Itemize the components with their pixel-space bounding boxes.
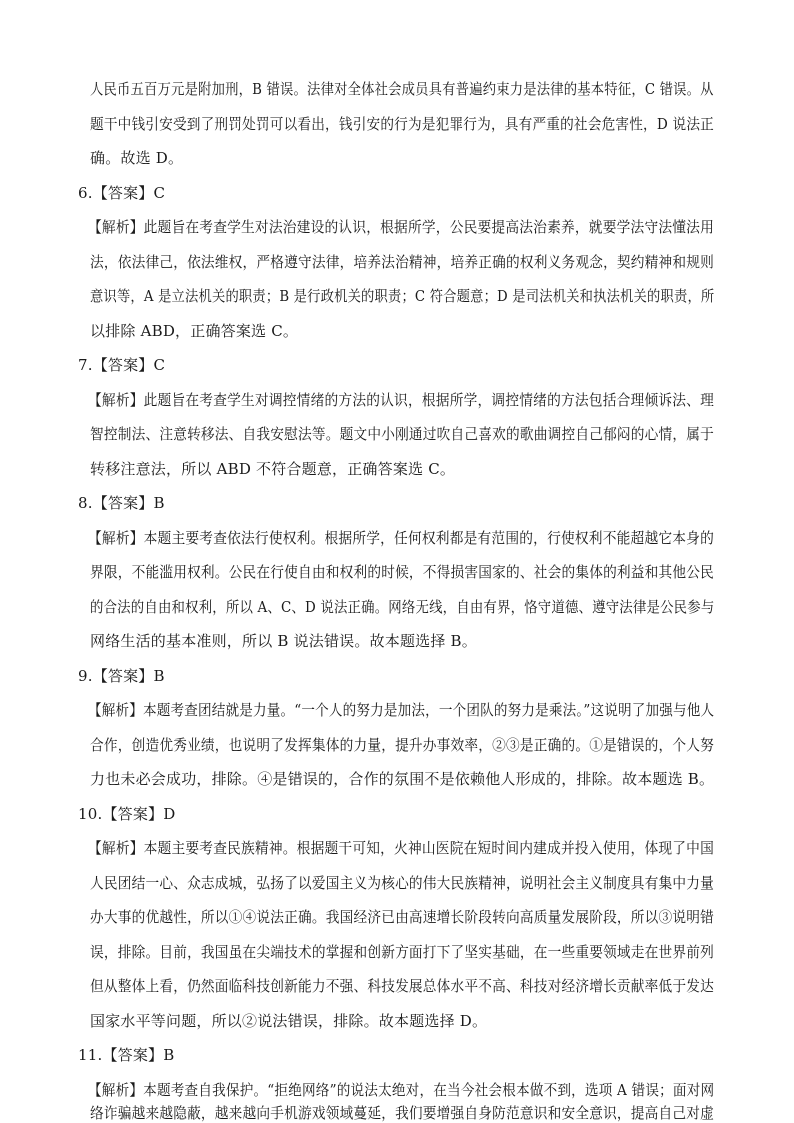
text-line: 络诈骗越来越隐蔽，越来越向手机游戏领域蔓延，我们要增强自身防范意识和安全意识，提高自己对虚 (90, 1104, 715, 1122)
text-line: 智控制法、注意转移法、自我安慰法等。题文中小刚通过吹自己喜欢的歌曲调控自己郁闷的心情，属于 (90, 425, 715, 443)
text-line: 误，排除。目前，我国虽在尖端技术的掌握和创新方面打下了坚实基础，在一些重要领域走在世界前列 (90, 943, 715, 961)
text-line: 国家水平等问题，所以②说法错误，排除。故本题选择 D。 (90, 1012, 488, 1030)
text-line: 转移注意法，所以 ABD 不符合题意，正确答案选 C。 (90, 460, 456, 478)
text-line: 确。故选 D。 (90, 149, 184, 167)
explanation-line: 【解析】本题考查自我保护。“拒绝网络”的说法太绝对，在当今社会根本做不到，选项 A 错误；面对网 (88, 1081, 715, 1099)
explanation-line: 【解析】此题旨在考查学生对调控情绪的方法的认识，根据所学，调控情绪的方法包括合理倾诉法、理 (88, 391, 715, 409)
text-line: 力也未必会成功，排除。④是错误的，合作的氛围不是依赖他人形成的，排除。故本题选 B。 (90, 770, 715, 788)
text-line: 题干中钱引安受到了刑罚处罚可以看出，钱引安的行为是犯罪行为，具有严重的社会危害性，D 说法正 (90, 115, 714, 133)
answer-heading: 9.【答案】B (78, 667, 165, 685)
text-line: 意识等，A 是立法机关的职责；B 是行政机关的职责；C 符合题意；D 是司法机关和执法机关的职责，所 (90, 287, 715, 305)
answer-heading: 10.【答案】D (78, 805, 176, 823)
text-line: 人民团结一心、众志成城，弘扬了以爱国主义为核心的伟大民族精神，说明社会主义制度具有集中力量 (90, 874, 715, 892)
explanation-line: 【解析】本题考查团结就是力量。“一个人的努力是加法，一个团队的努力是乘法。”这说明了加强与他人 (88, 701, 715, 719)
text-line: 界限，不能滥用权利。公民在行使自由和权利的时候，不得损害国家的、社会的集体的利益和其他公民 (90, 563, 715, 581)
text-line: 人民币五百万元是附加刑，B 错误。法律对全体社会成员具有普遍约束力是法律的基本特征，C 错误。从 (90, 80, 714, 98)
text-line: 以排除 ABD，正确答案选 C。 (90, 322, 299, 340)
answer-heading: 7.【答案】C (78, 356, 166, 374)
explanation-line: 【解析】本题主要考查民族精神。根据题干可知，火神山医院在短时间内建成并投入使用，体现了中国 (88, 839, 715, 857)
text-line: 合作，创造优秀业绩，也说明了发挥集体的力量，提升办事效率，②③是正确的。①是错误的，个人努 (90, 736, 715, 754)
answer-heading: 8.【答案】B (78, 494, 165, 512)
text-line: 但从整体上看，仍然面临科技创新能力不强、科技发展总体水平不高、科技对经济增长贡献率低于发达 (90, 977, 715, 995)
explanation-line: 【解析】本题主要考查依法行使权利。根据所学，任何权利都是有范围的，行使权利不能超越它本身的 (88, 529, 715, 547)
text-line: 办大事的优越性，所以①④说法正确。我国经济已由高速增长阶段转向高质量发展阶段，所以③说明错 (90, 908, 715, 926)
answer-heading: 6.【答案】C (78, 184, 166, 202)
answer-heading: 11.【答案】B (78, 1046, 175, 1064)
text-line: 网络生活的基本准则，所以 B 说法错误。故本题选择 B。 (90, 632, 477, 650)
text-line: 法，依法律己，依法维权，严格遵守法律，培养法治精神，培养正确的权利义务观念，契约精神和规则 (90, 253, 715, 271)
text-line: 的合法的自由和权利，所以 A、C、D 说法正确。网络无线，自由有界，恪守道德、遵守法律是公民参与 (90, 598, 715, 616)
explanation-line: 【解析】此题旨在考查学生对法治建设的认识，根据所学，公民要提高法治素养，就要学法守法懂法用 (88, 218, 715, 236)
